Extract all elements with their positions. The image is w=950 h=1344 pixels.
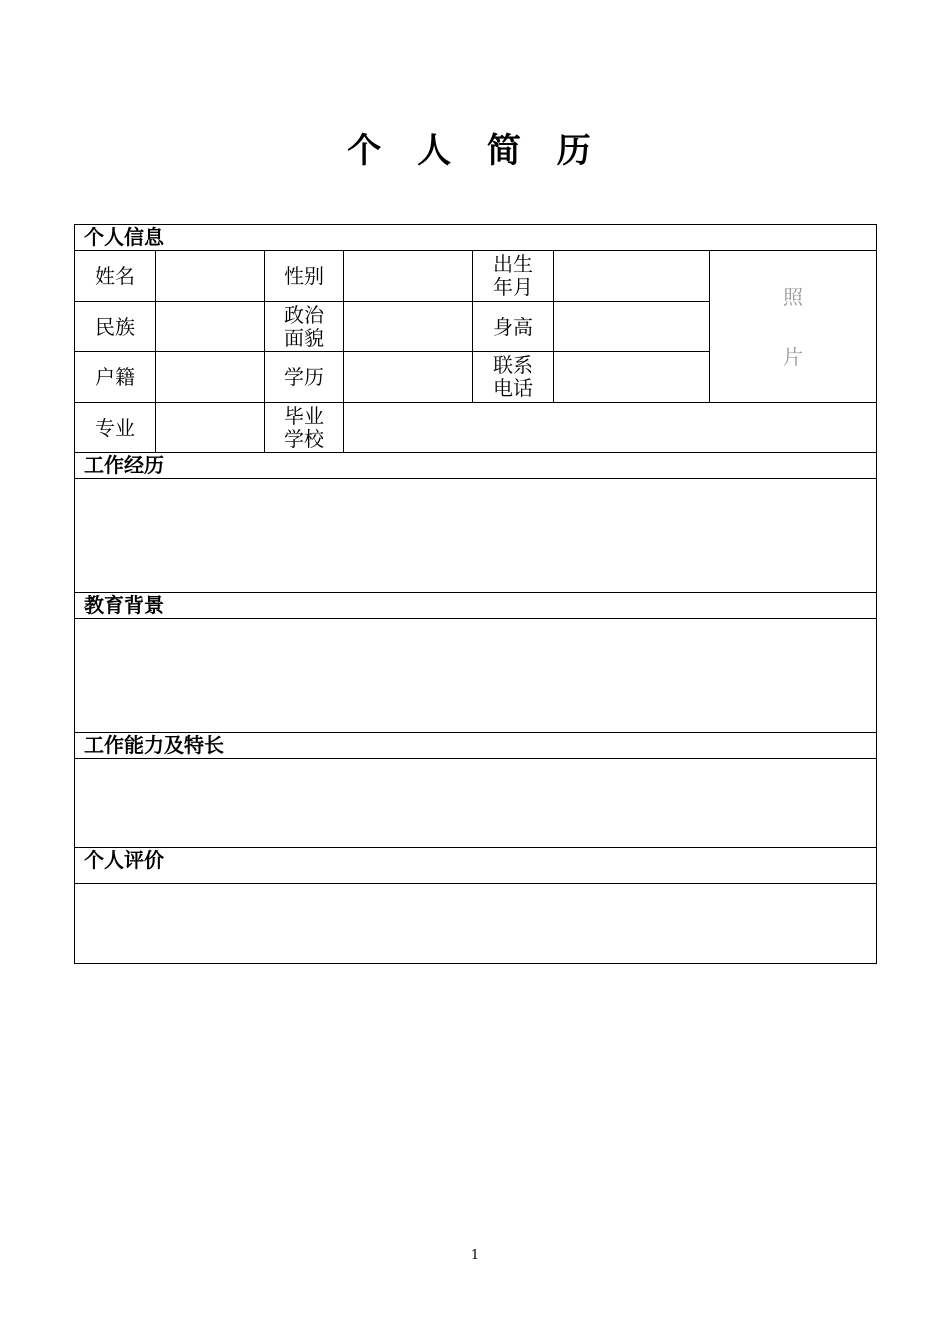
label-hukou: 户籍 xyxy=(75,352,156,403)
label-school xyxy=(265,403,344,453)
photo-placeholder[interactable] xyxy=(710,251,877,403)
label-birth-line2: 年月 xyxy=(493,275,533,299)
self-evaluation-content[interactable] xyxy=(75,884,877,964)
label-phone-line1: 联系 xyxy=(493,353,533,377)
photo-label-line2: 片 xyxy=(783,344,804,369)
label-political-line2: 面貌 xyxy=(284,325,324,350)
label-school-line2: 学校 xyxy=(284,426,324,451)
label-political xyxy=(265,302,344,352)
section-education: 教育背景 xyxy=(75,593,877,619)
label-phone-line2: 电话 xyxy=(493,376,533,400)
photo-label-line1: 照 xyxy=(783,284,804,309)
value-name[interactable] xyxy=(156,251,265,302)
value-birth[interactable] xyxy=(554,251,710,302)
value-gender[interactable] xyxy=(344,251,473,302)
value-major[interactable] xyxy=(156,403,265,453)
value-school[interactable] xyxy=(344,403,877,453)
section-work-experience: 工作经历 xyxy=(75,453,877,479)
resume-table xyxy=(74,224,877,964)
value-degree[interactable] xyxy=(344,352,473,403)
label-name: 姓名 xyxy=(75,251,156,302)
page-number: 1 xyxy=(470,1248,480,1263)
section-skills: 工作能力及特长 xyxy=(75,733,877,759)
value-ethnicity[interactable] xyxy=(156,302,265,352)
label-birth xyxy=(473,251,554,302)
label-degree: 学历 xyxy=(265,352,344,403)
label-school-line1: 毕业 xyxy=(284,403,324,428)
label-phone xyxy=(473,352,554,403)
section-self-evaluation: 个人评价 xyxy=(75,848,877,884)
work-experience-content[interactable] xyxy=(75,479,877,593)
value-phone[interactable] xyxy=(554,352,710,403)
label-gender: 性别 xyxy=(265,251,344,302)
label-birth-line1: 出生 xyxy=(493,252,533,276)
education-content[interactable] xyxy=(75,619,877,733)
section-personal-info: 个人信息 xyxy=(75,225,877,251)
value-hukou[interactable] xyxy=(156,352,265,403)
value-height[interactable] xyxy=(554,302,710,352)
label-ethnicity: 民族 xyxy=(75,302,156,352)
value-political[interactable] xyxy=(344,302,473,352)
page-title: 个 人 简 历 xyxy=(347,131,603,171)
label-major: 专业 xyxy=(75,403,156,453)
label-height: 身高 xyxy=(473,302,554,352)
skills-content[interactable] xyxy=(75,759,877,848)
label-political-line1: 政治 xyxy=(284,302,324,327)
